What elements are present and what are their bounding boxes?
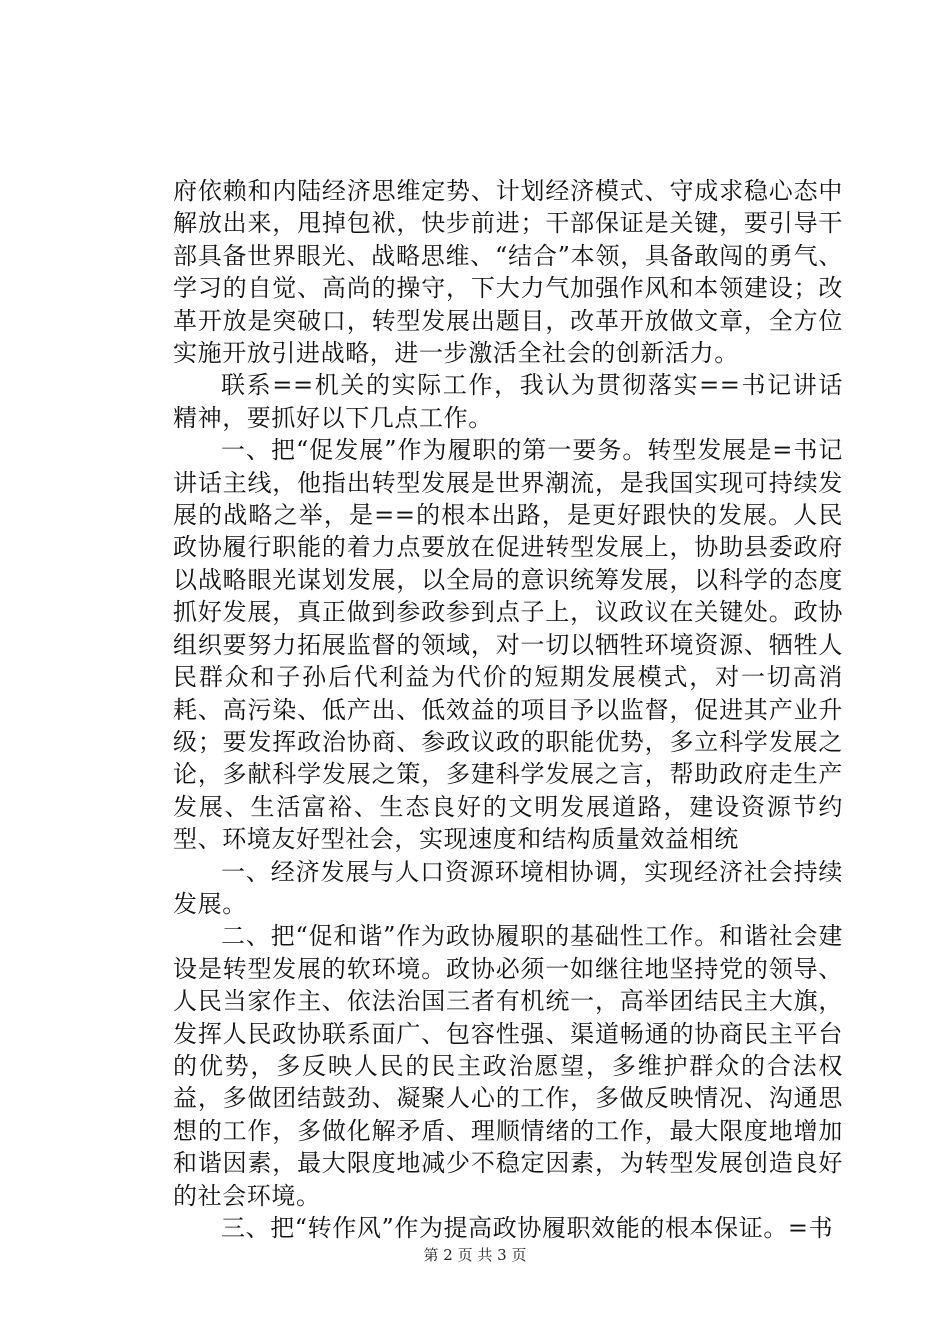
page-footer (0, 1245, 950, 1265)
paragraph-section-2: 二、把“促和谐”作为政协履职的基础性工作。和谐社会建设是转型发展的软环境。政协必须一如继往地坚持党的领导、人民当家作主、依法治国三者有机统一，高举团结民主大旗，发挥人民政协联系面广、包容性强、渠道畅通的协商民主平台的优势，多反映人民的民主政治愿望，多维护群众的合法权益，多做团结鼓劲、凝聚人心的工作，多做反映情况、沟通思想的工作，多做化解矛盾、理顺情绪的工作，最大限度地增加和谐因素，最大限度地减少不稳定因素，为转型发展创造良好的社会环境。 (173, 922, 843, 1210)
page-number-label: 第 2 页 共 3 页 (423, 1246, 527, 1264)
paragraph-intro: 联系==机关的实际工作，我认为贯彻落实==书记讲话精神，要抓好以下几点工作。 (173, 371, 843, 432)
paragraph-continuation: 府依赖和内陆经济思维定势、计划经济模式、守成求稳心态中解放出来，甩掉包袱，快步前进；干部保证是关键，要引导干部具备世界眼光、战略思维、“结合”本领，具备敢闯的勇气、学习的自觉、高尚的操守，下大力气加强作风和本领建设；改革开放是突破口，转型发展出题目，改革开放做文章，全方位实施开放引进战略，进一步激活全社会的创新活力。 (173, 177, 843, 368)
document-body (173, 175, 843, 1244)
paragraph-section-1-continued: 一、经济发展与人口资源环境相协调，实现经济社会持续发展。 (173, 857, 843, 918)
paragraph-section-1: 一、把“促发展”作为履职的第一要务。转型发展是=书记讲话主线，他指出转型发展是世界潮流，是我国实现可持续发展的战略之举，是==的根本出路，是更好跟快的发展。人民政协履行职能的着力点要放在促进转型发展上，协助县委政府以战略眼光谋划发展，以全局的意识统筹发展，以科学的态度抓好发展，真正做到参政参到点子上，议政议在关键处。政协组织要努力拓展监督的领域，对一切以牺牲环境资源、牺牲人民群众和子孙后代利益为代价的短期发展模式，对一切高消耗、高污染、低产出、低效益的项目予以监督，促进其产业升级；要发挥政治协商、参政议政的职能优势，多立科学发展之论，多献科学发展之策，多建科学发展之言，帮助政府走生产发展、生活富裕、生态良好的文明发展道路，建设资源节约型、环境友好型社会，实现速度和结构质量效益相统 (173, 436, 843, 854)
paragraph-section-3: 三、把“转作风”作为提高政协履职效能的根本保证。=书 (221, 1214, 834, 1242)
